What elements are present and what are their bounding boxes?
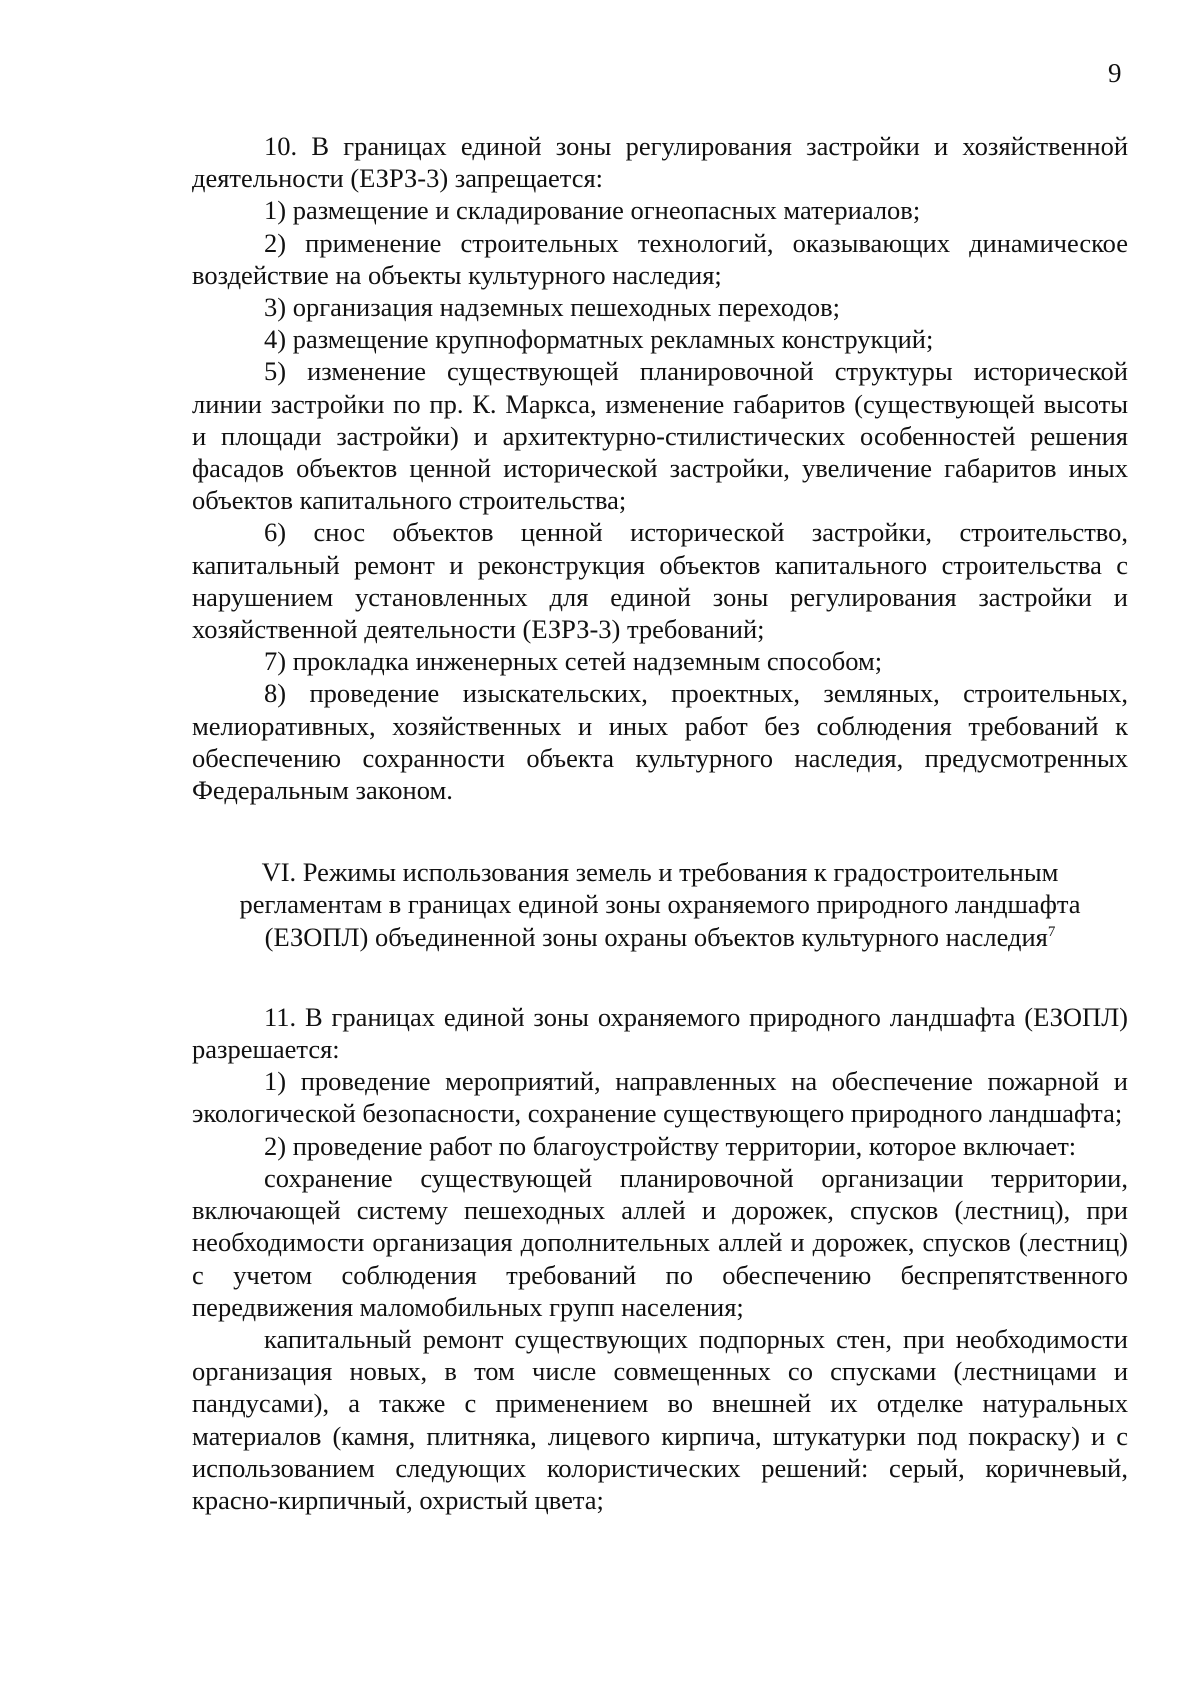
page-content xyxy=(192,130,1128,1516)
section-10-item-7: 7) прокладка инженерных сетей надземным способом; xyxy=(264,646,883,677)
section-11-intro: 11. В границах единой зоны охраняемого природного ландшафта (ЕЗОПЛ) разрешается: xyxy=(192,1001,1128,1065)
section-11-subitem-walls: капитальный ремонт существующих подпорных стен, при необходимости организация новых, в том числе совмещенных со спусками (лестницами и пандусами), а также с применением во внешней их отделке натуральных материалов (камня, плитняка, лицевого кирпича, штукатурки под покраску) и с использованием следующих колористических решений: серый, коричневый, красно-кирпичный, охристый цвета; xyxy=(192,1323,1128,1515)
page-number: 9 xyxy=(1108,58,1122,88)
heading-line-3-text: (ЕЗОПЛ) объединенной зоны охраны объектов культурного наследия xyxy=(264,921,1048,952)
section-11-item-2: 2) проведение работ по благоустройству территории, которое включает: xyxy=(264,1130,1077,1161)
section-10-item-5: 5) изменение существующей планировочной структуры исторической линии застройки по пр. К. Маркса, изменение габаритов (существующей высоты и площади застройки) и архитектурно-стилистических особенностей решения фасадов объектов ценной исторической застройки, увеличение габаритов иных объектов капитального строительства; xyxy=(192,356,1128,516)
heading-line-2: регламентам в границах единой зоны охраняемого природного ландшафта xyxy=(239,889,1081,920)
section-10-item-6: 6) снос объектов ценной исторической застройки, строительство, капитальный ремонт и реконструкция объектов капитального строительства с нарушением установленных для единой зоны регулирования застройки и хозяйственной деятельности (ЕЗРЗ-3) требований; xyxy=(192,517,1128,645)
heading-line-3 xyxy=(192,921,1128,953)
heading-line-1: VI. Режимы использования земель и требования к градостроительным xyxy=(261,857,1059,888)
section-10-item-4: 4) размещение крупноформатных рекламных конструкций; xyxy=(264,324,934,355)
footnote-mark: 7 xyxy=(1047,923,1056,940)
section-11-item-1: 1) проведение мероприятий, направленных на обеспечение пожарной и экологической безопасности, сохранение существующего природного ландшафта; xyxy=(192,1066,1128,1129)
section-10-item-3: 3) организация надземных пешеходных переходов; xyxy=(264,292,840,323)
section-10-intro: 10. В границах единой зоны регулирования застройки и хозяйственной деятельности (ЕЗРЗ-3) запрещается: xyxy=(192,131,1128,194)
section-10 xyxy=(192,130,1128,806)
section-10-item-2: 2) применение строительных технологий, оказывающих динамическое воздействие на объекты культурного наследия; xyxy=(192,227,1128,290)
section-11 xyxy=(192,1001,1128,1516)
section-11-subitem-paths: сохранение существующей планировочной организации территории, включающей систему пешеходных аллей и дорожек, спусков (лестниц), при необходимости организация дополнительных аллей и дорожек, спусков (лестниц) с учетом соблюдения требований по обеспечению беспрепятственного передвижения маломобильных групп населения; xyxy=(192,1162,1128,1322)
section-6-heading xyxy=(192,856,1128,953)
section-10-item-1: 1) размещение и складирование огнеопасных материалов; xyxy=(264,195,921,226)
section-10-item-8: 8) проведение изыскательских, проектных, земляных, строительных, мелиоративных, хозяйственных и иных работ без соблюдения требований к обеспечению сохранности объекта культурного наследия, предусмотренных Федеральным законом. xyxy=(192,678,1128,806)
